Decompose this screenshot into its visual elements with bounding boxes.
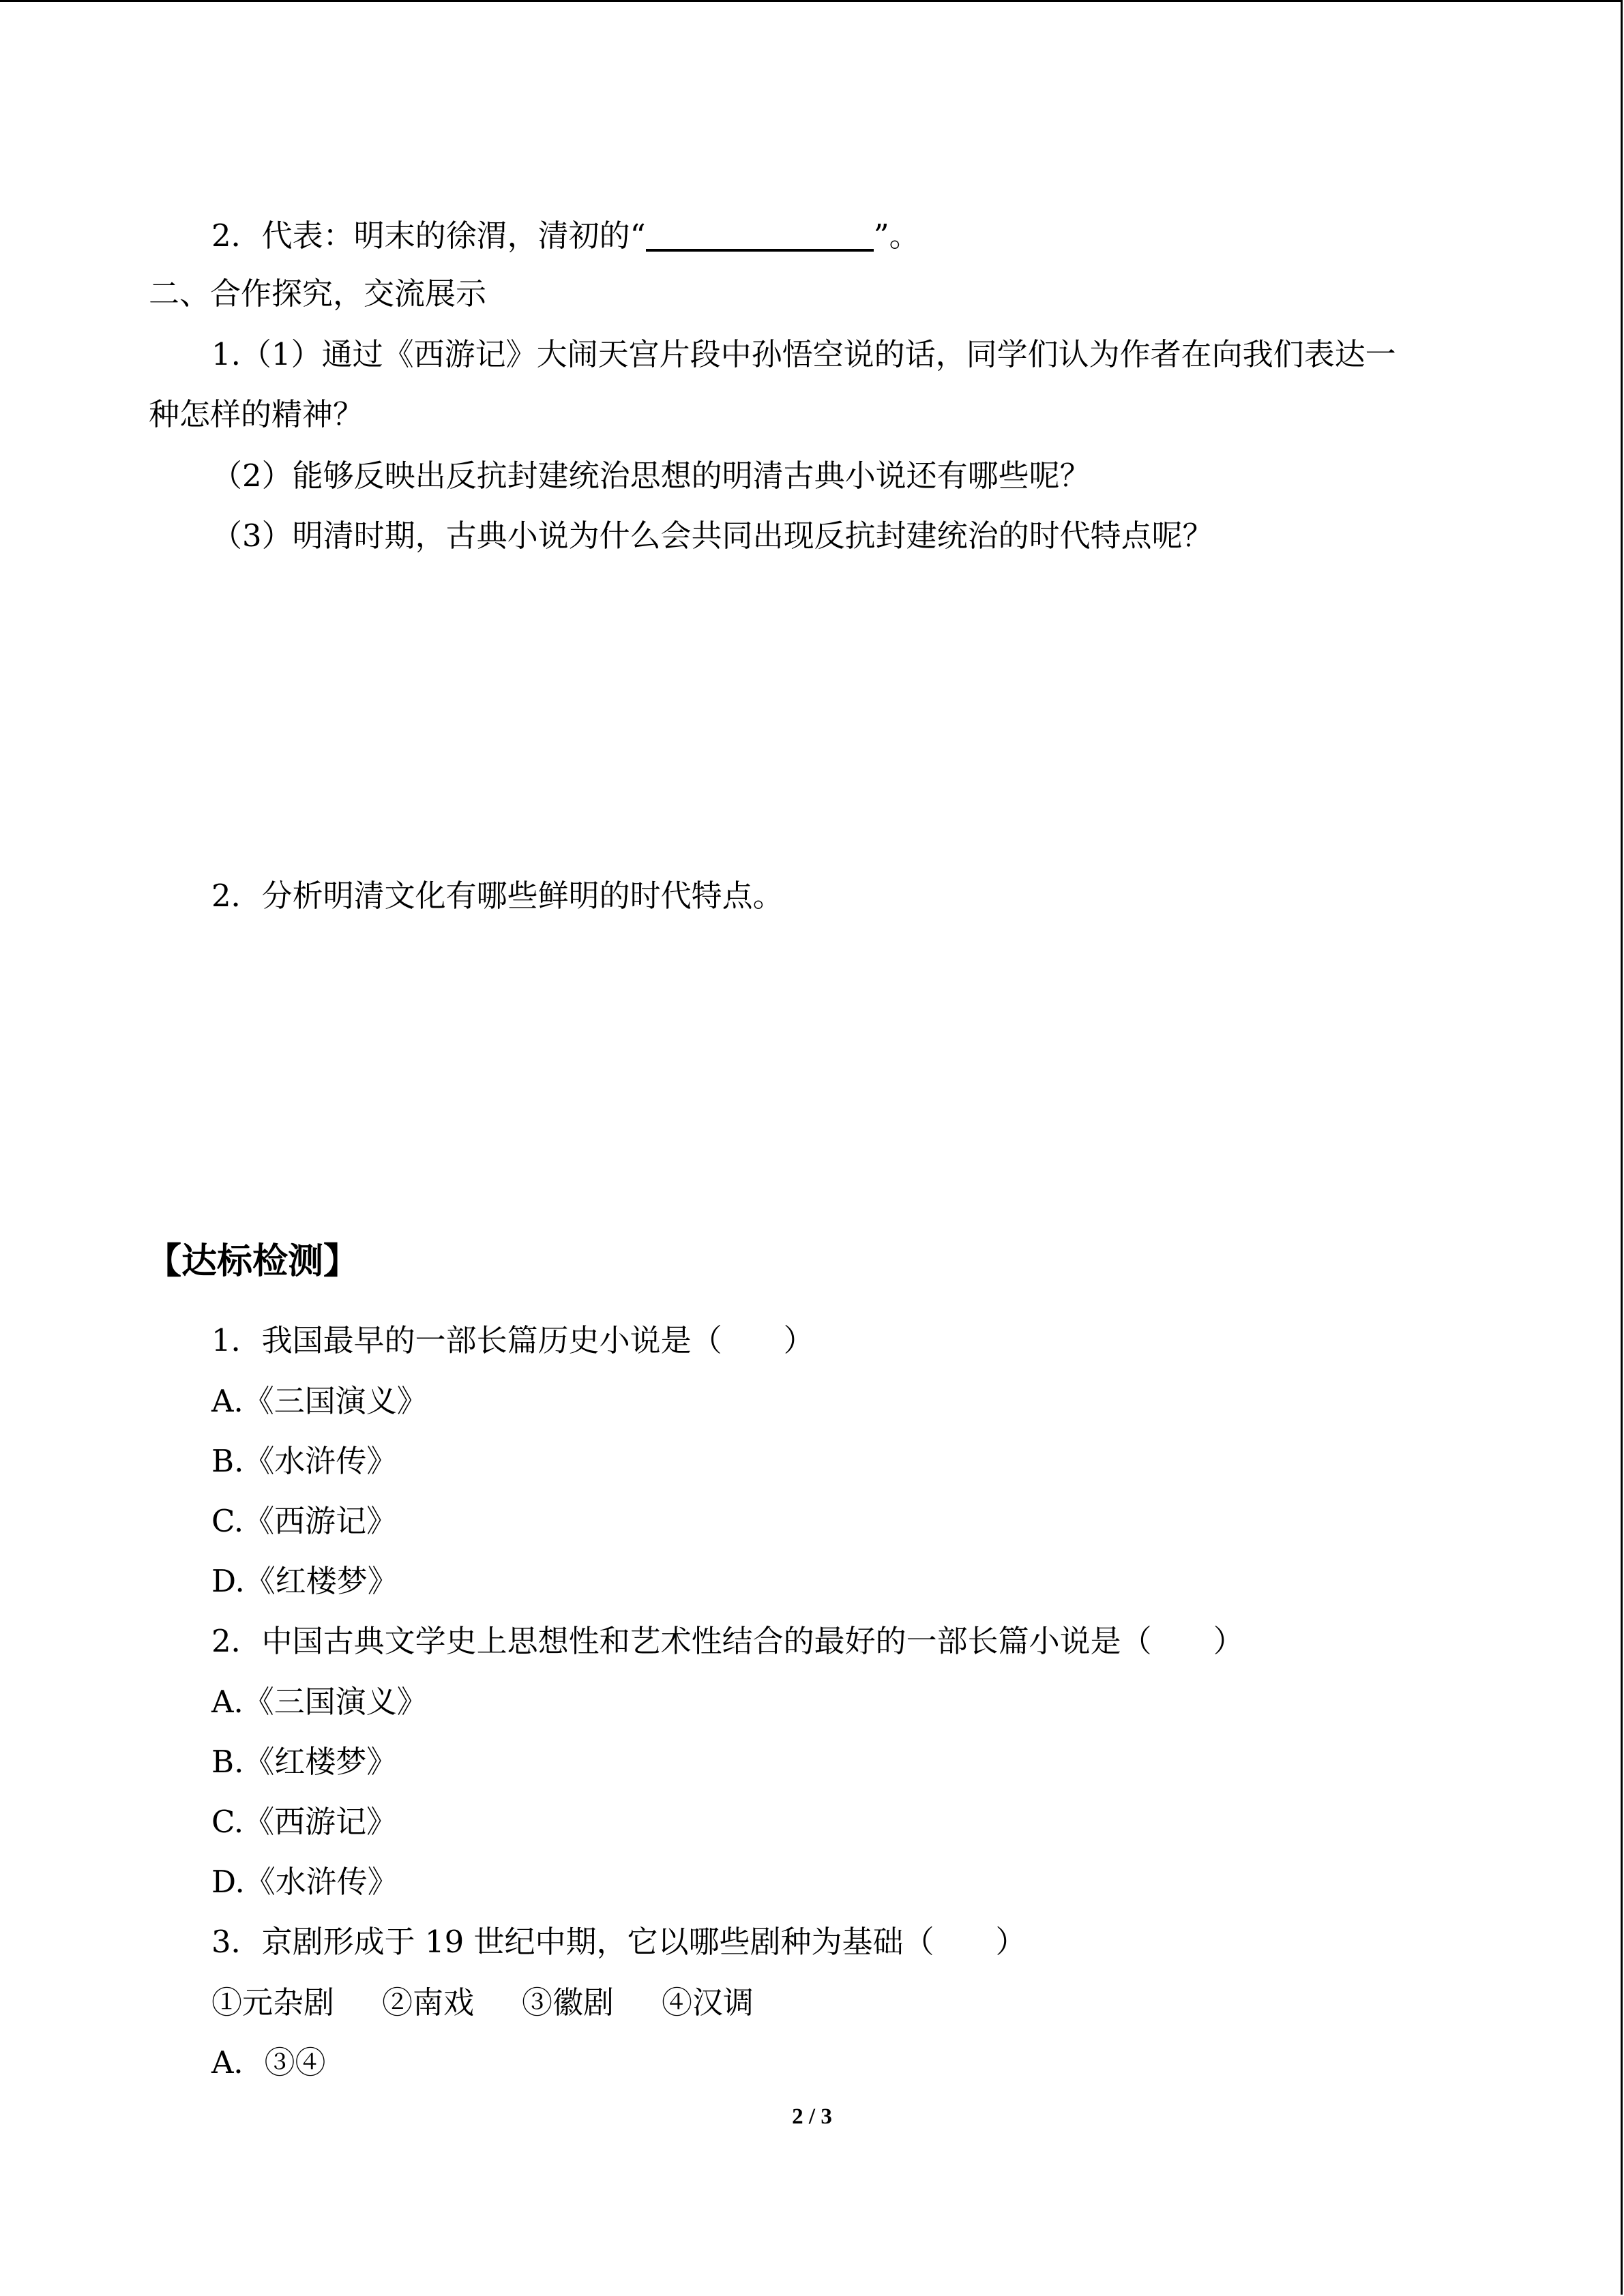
test-q3-choice-4: ④汉调 bbox=[662, 1984, 754, 2021]
test-q1-option-a: A.《三国演义》 bbox=[211, 1383, 428, 1419]
section2-q1-line1: 1.（1）通过《西游记》大闹天宫片段中孙悟空说的话，同学们认为作者在向我们表达一 bbox=[211, 336, 1396, 372]
section2-title: 二、合作探究，交流展示 bbox=[149, 275, 487, 312]
test-q3-stem: 3．京剧形成于 19 世纪中期，它以哪些剧种为基础（ ） bbox=[211, 1924, 1027, 1960]
test-heading: 【达标检测】 bbox=[146, 1240, 359, 1282]
test-q2-option-a: A.《三国演义》 bbox=[211, 1684, 428, 1720]
section2-q1-part3: （3）明清时期，古典小说为什么会共同出现反抗封建统治的时代特点呢？ bbox=[211, 518, 1213, 554]
test-q3-choice-1: ①元杂剧 bbox=[211, 1984, 335, 2021]
intro-item-2 bbox=[211, 217, 920, 255]
intro-item-2-prefix: 2．代表：明末的徐渭，清初的“ bbox=[211, 218, 646, 254]
section2-q1-line2: 种怎样的精神？ bbox=[149, 396, 364, 432]
page-number: 2 / 3 bbox=[792, 2104, 832, 2129]
test-q3-choices bbox=[211, 1984, 754, 2022]
section2-q2: 2．分析明清文化有哪些鲜明的时代特点。 bbox=[211, 878, 784, 914]
test-q1-stem: 1．我国最早的一部长篇历史小说是（ ） bbox=[211, 1322, 814, 1358]
test-q1-option-b: B.《水浒传》 bbox=[211, 1443, 398, 1479]
test-q3-choice-3: ③徽剧 bbox=[522, 1984, 615, 2021]
fill-in-blank bbox=[646, 222, 874, 252]
test-q3-choice-2: ②南戏 bbox=[382, 1984, 475, 2021]
test-q1-option-c: C.《西游记》 bbox=[211, 1503, 398, 1539]
intro-item-2-suffix: ”。 bbox=[873, 218, 920, 254]
test-q2-option-c: C.《西游记》 bbox=[211, 1804, 398, 1840]
test-q2-option-b: B.《红楼梦》 bbox=[211, 1744, 398, 1780]
test-q2-option-d: D.《水浒传》 bbox=[211, 1864, 398, 1900]
test-q3-option-a: A．③④ bbox=[211, 2044, 326, 2081]
test-q1-option-d: D.《红楼梦》 bbox=[211, 1563, 398, 1599]
test-q2-stem: 2．中国古典文学史上思想性和艺术性结合的最好的一部长篇小说是（ ） bbox=[211, 1623, 1244, 1659]
section2-q1-part2: （2）能够反映出反抗封建统治思想的明清古典小说还有哪些呢？ bbox=[211, 458, 1091, 494]
